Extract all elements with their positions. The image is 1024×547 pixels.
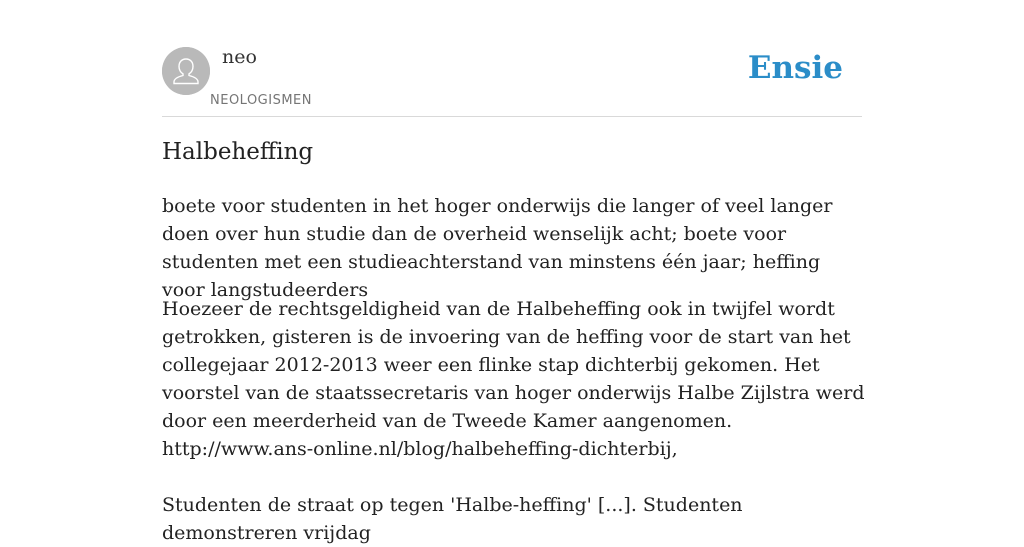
entry-title: Halbeheffing (162, 139, 314, 165)
ensie-logo[interactable]: Ensie (747, 50, 843, 86)
author-avatar[interactable] (162, 47, 210, 95)
category-label[interactable]: NEOLOGISMEN (210, 93, 312, 108)
page-container (162, 0, 865, 544)
entry-header (162, 0, 862, 117)
author-name[interactable]: neo (222, 46, 257, 68)
entry-example: Hoezeer de rechtsgeldigheid van de Halbeheffing ook in twijfel wordt getrokken, gisteren is de invoering van de heffing voor de start van het collegejaar 2012-2013 weer een flinke stap dichterbij gekomen. Het voorstel van de staatssecretaris van hoger onderwijs Halbe Zijlstra werd door een meerderheid van de Tweede Kamer aangenomen. http://www.ans-online.nl/blog/halbeheffing-dichterbij, Studenten de straat op tegen 'Halbe-heffing' [...]. Studenten demonstreren vrijdag (162, 298, 865, 544)
entry-definition: boete voor studenten in het hoger onderwijs die langer of veel langer doen over hun studie dan de overheid wenselijk acht; boete voor studenten met een studieachterstand van minstens één jaar; heffing voor langstudeerders (162, 195, 833, 301)
user-avatar-icon (162, 47, 210, 95)
